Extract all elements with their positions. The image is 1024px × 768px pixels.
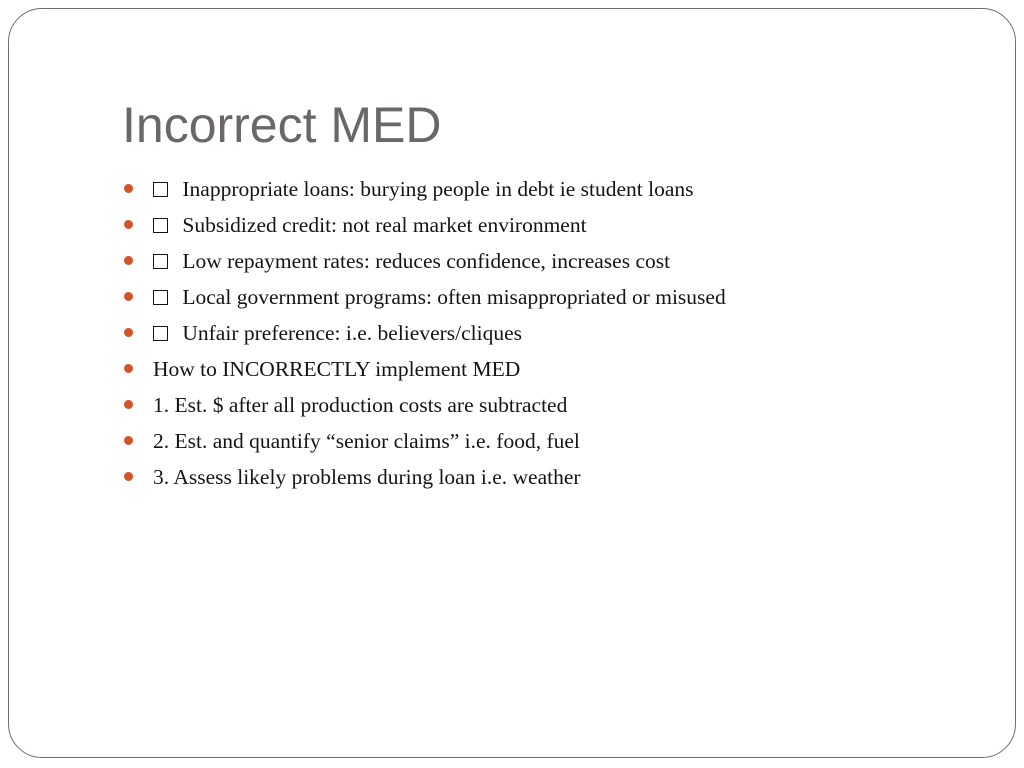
checkbox-icon xyxy=(153,290,168,305)
checkbox-icon xyxy=(153,326,168,341)
list-item xyxy=(122,207,726,243)
bullet-dot-icon xyxy=(124,292,133,301)
bullet-text: 2. Est. and quantify “senior claims” i.e. food, fuel xyxy=(153,429,580,453)
slide-frame xyxy=(8,8,1016,758)
list-item xyxy=(122,351,726,387)
bullet-dot-icon xyxy=(124,220,133,229)
checkbox-icon xyxy=(153,182,168,197)
bullet-text: Local government programs: often misappropriated or misused xyxy=(182,285,726,309)
bullet-text: Low repayment rates: reduces confidence, increases cost xyxy=(182,249,671,273)
list-item xyxy=(122,459,726,495)
bullet-text: How to INCORRECTLY implement MED xyxy=(153,357,521,381)
checkbox-icon xyxy=(153,218,168,233)
bullet-text: Inappropriate loans: burying people in debt ie student loans xyxy=(182,177,694,201)
bullet-text: Unfair preference: i.e. believers/cliques xyxy=(182,321,523,345)
list-item xyxy=(122,279,726,315)
bullet-list xyxy=(122,171,726,495)
list-item xyxy=(122,171,726,207)
bullet-text: 3. Assess likely problems during loan i.e. weather xyxy=(153,465,581,489)
bullet-dot-icon xyxy=(124,436,133,445)
list-item xyxy=(122,315,726,351)
bullet-text: Subsidized credit: not real market environment xyxy=(182,213,587,237)
bullet-text: 1. Est. $ after all production costs are subtracted xyxy=(153,393,568,417)
bullet-dot-icon xyxy=(124,364,133,373)
list-item xyxy=(122,387,726,423)
bullet-dot-icon xyxy=(124,328,133,337)
bullet-dot-icon xyxy=(124,400,133,409)
checkbox-icon xyxy=(153,254,168,269)
bullet-dot-icon xyxy=(124,184,133,193)
bullet-dot-icon xyxy=(124,472,133,481)
list-item xyxy=(122,423,726,459)
slide-title: Incorrect MED xyxy=(122,97,442,153)
bullet-dot-icon xyxy=(124,256,133,265)
list-item xyxy=(122,243,726,279)
